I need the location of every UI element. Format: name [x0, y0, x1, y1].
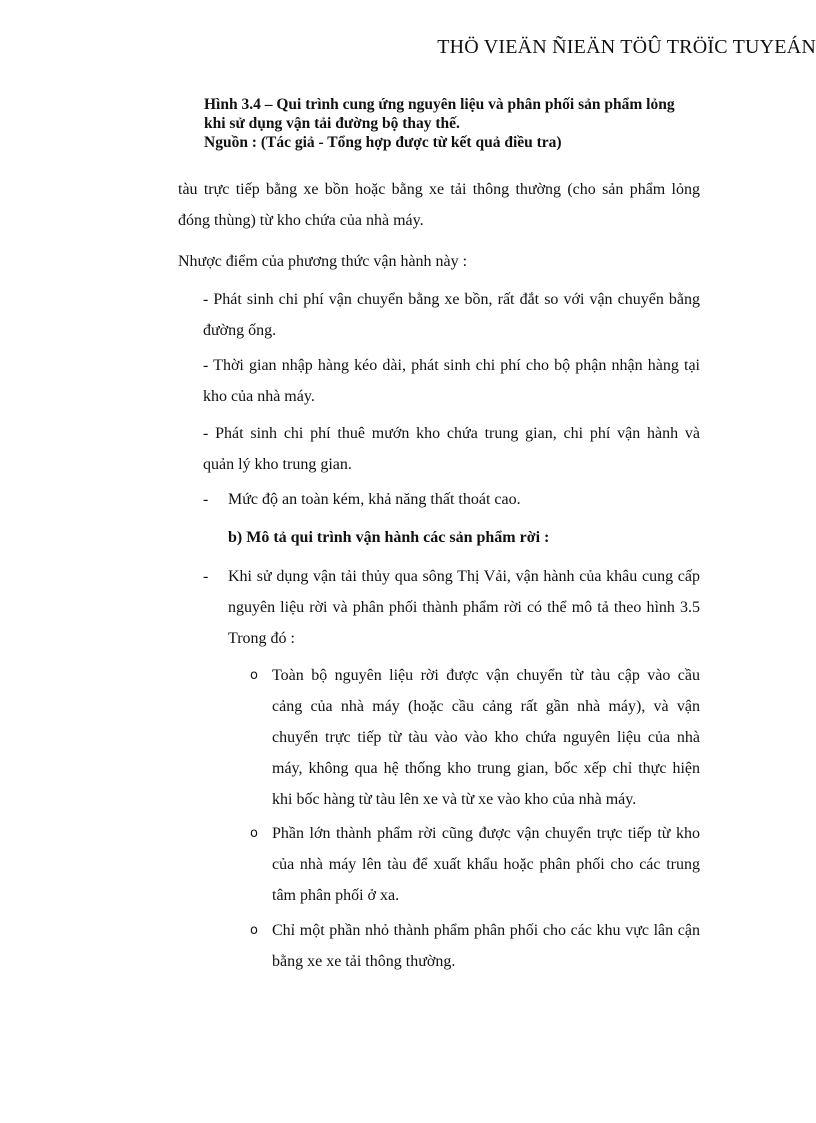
bullet-1-line-2: cảng của nhà máy (hoặc cầu cảng rất gần nhà máy), và vận	[272, 698, 700, 715]
dash-item-line-2: nguyên liệu rời và phân phối thành phẩm rời có thể mô tả theo hình 3.5	[228, 599, 700, 616]
section-subheading: b) Mô tả qui trình vận hành các sản phẩm rời :	[228, 529, 550, 546]
disadvantage-2-line-2: kho của nhà máy.	[203, 388, 315, 405]
disadvantage-item	[203, 418, 700, 480]
header-title: THÖ VIEÄN ÑIEÄN TÖÛ TRÖÏC TUYEÁN	[437, 36, 816, 58]
paragraph-1-line-2: đóng thùng) từ kho chứa của nhà máy.	[178, 212, 424, 229]
bullet-1-line-3: chuyển trực tiếp từ tàu vào vào kho chứa nguyên liệu của nhà	[272, 729, 700, 746]
dash-item-line-3: Trong đó :	[228, 630, 295, 647]
paragraph-1	[178, 174, 700, 236]
disadvantage-2-line-1: - Thời gian nhập hàng kéo dài, phát sinh chi phí cho bộ phận nhận hàng tại	[203, 357, 700, 374]
bullet-marker-icon: o	[250, 826, 258, 841]
dash-marker: -	[203, 491, 209, 508]
disadvantage-3-line-2: quản lý kho trung gian.	[203, 456, 352, 473]
bullet-content	[272, 915, 700, 977]
disadvantage-1-line-1: - Phát sinh chi phí vận chuyển bằng xe bồn, rất đắt so với vận chuyển bằng	[203, 291, 700, 308]
disadvantage-item	[203, 350, 700, 412]
disadvantage-3-line-1: - Phát sinh chi phí thuê mướn kho chứa trung gian, chi phí vận hành và	[203, 425, 700, 442]
bullet-2-line-2: của nhà máy lên tàu để xuất khẩu hoặc phân phối cho các trung	[272, 856, 700, 873]
paragraph-2: Nhược điểm của phương thức vận hành này :	[178, 253, 468, 270]
bullet-content	[272, 660, 700, 815]
bullet-2-line-3: tâm phân phối ở xa.	[272, 887, 400, 904]
caption-line-1: Hình 3.4 – Qui trình cung ứng nguyên liệu và phân phối sản phẩm lỏng	[204, 96, 675, 113]
bullet-marker-icon: o	[250, 923, 258, 938]
dash-item-content	[228, 561, 700, 654]
bullet-marker-icon: o	[250, 668, 258, 683]
dash-item-text: Mức độ an toàn kém, khả năng thất thoát cao.	[228, 491, 521, 508]
bullet-content	[272, 818, 700, 911]
disadvantage-1-line-2: đường ống.	[203, 322, 277, 339]
dash-item-line-1: Khi sử dụng vận tải thủy qua sông Thị Vải, vận hành của khâu cung cấp	[228, 568, 700, 585]
bullet-1-line-4: máy, không qua hệ thống kho trung gian, bốc xếp chỉ thực hiện	[272, 760, 700, 777]
dash-marker: -	[203, 568, 209, 585]
caption-line-3: Nguồn : (Tác giả - Tổng hợp được từ kết quả điều tra)	[204, 134, 562, 151]
paragraph-1-line-1: tàu trực tiếp bằng xe bồn hoặc bằng xe tải thông thường (cho sản phẩm lỏng	[178, 181, 700, 198]
bullet-3-line-1: Chỉ một phần nhỏ thành phẩm phân phối cho các khu vực lân cận	[272, 922, 700, 939]
figure-caption	[204, 95, 724, 152]
bullet-1-line-5: khi bốc hàng từ tàu lên xe và từ xe vào kho của nhà máy.	[272, 791, 637, 808]
bullet-3-line-2: bằng xe xe tải thông thường.	[272, 953, 456, 970]
disadvantage-item	[203, 284, 700, 346]
caption-line-2: khi sử dụng vận tải đường bộ thay thế.	[204, 115, 460, 132]
bullet-1-line-1: Toàn bộ nguyên liệu rời được vận chuyển từ tàu cập vào cầu	[272, 667, 700, 684]
bullet-2-line-1: Phần lớn thành phẩm rời cũng được vận chuyển trực tiếp từ kho	[272, 825, 700, 842]
